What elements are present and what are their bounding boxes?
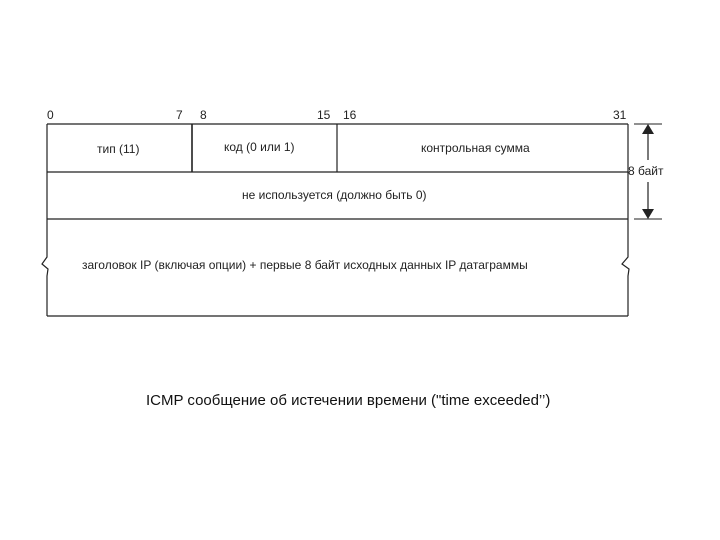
field-checksum-label: контрольная сумма	[421, 141, 530, 155]
field-code-label: код (0 или 1)	[224, 140, 295, 154]
bit-label-8: 8	[200, 108, 207, 122]
bit-label-7: 7	[176, 108, 183, 122]
field-ip-header-label: заголовок IP (включая опции) + первые 8 байт исходных данных IP датаграммы	[82, 258, 528, 272]
size-dimension-label: 8 байт	[628, 164, 664, 178]
field-unused-label: не используется (должно быть 0)	[242, 188, 427, 202]
arrow-up-icon	[642, 124, 654, 134]
left-border-with-break	[42, 124, 48, 316]
bit-label-16: 16	[343, 108, 357, 122]
bit-label-31: 31	[613, 108, 627, 122]
arrow-down-icon	[642, 209, 654, 219]
right-border-with-break	[622, 124, 629, 316]
bit-label-0: 0	[47, 108, 54, 122]
field-type-label: тип (11)	[97, 142, 140, 156]
bit-label-15: 15	[317, 108, 331, 122]
diagram-caption: ICMP сообщение об истечении времени ("time exceeded’’)	[146, 392, 551, 409]
